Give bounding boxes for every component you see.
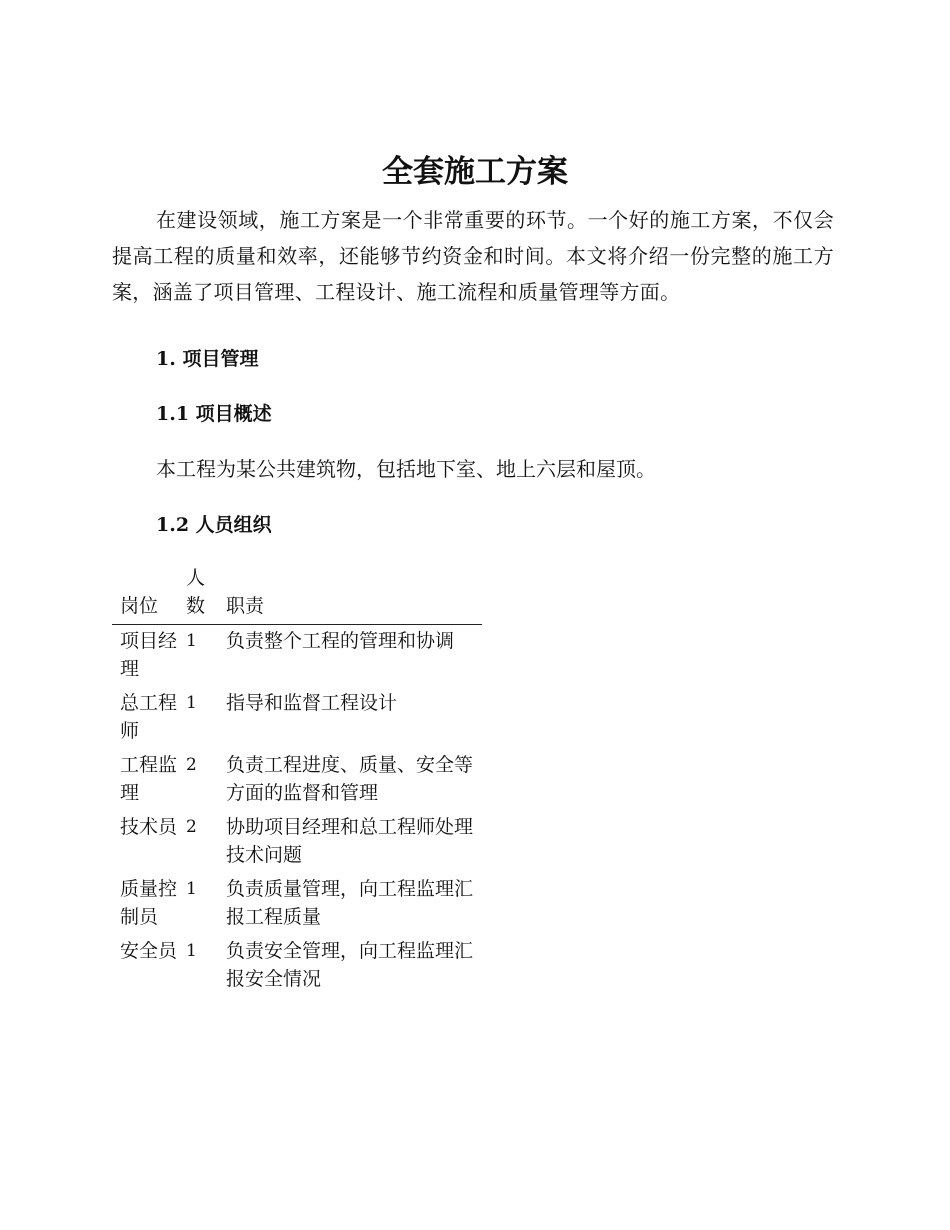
cell-count: 1 <box>186 941 197 961</box>
intro-paragraph: 在建设领域，施工方案是一个非常重要的环节。一个好的施工方案，不仅会提高工程的质量和效率，还能够节约资金和时间。本文将介绍一份完整的施工方案，涵盖了项目管理、工程设计、施工流程和质量管理等方面。 <box>112 208 834 304</box>
table-header-row <box>112 564 482 625</box>
staff-table <box>112 564 482 997</box>
table-row <box>112 873 482 935</box>
table-row <box>112 687 482 749</box>
subsection-heading-overview: 1.1 项目概述 <box>156 403 272 425</box>
cell-position: 技术员 <box>120 816 178 838</box>
cell-duty: 负责工程进度、质量、安全等方面的监督和管理 <box>226 754 474 804</box>
cell-count: 1 <box>186 693 197 713</box>
cell-duty: 负责整个工程的管理和协调 <box>226 630 455 652</box>
table-row <box>112 811 482 873</box>
cell-count: 2 <box>186 755 197 775</box>
table-row <box>112 625 482 688</box>
subsection-heading-staff: 1.2 人员组织 <box>156 514 272 536</box>
header-duty: 职责 <box>218 564 482 625</box>
cell-duty: 负责安全管理，向工程监理汇报安全情况 <box>226 940 474 990</box>
cell-position: 安全员 <box>120 940 178 962</box>
cell-position: 总工程师 <box>120 692 178 742</box>
cell-position: 工程监理 <box>120 754 178 804</box>
overview-paragraph: 本工程为某公共建筑物，包括地下室、地上六层和屋顶。 <box>156 457 656 481</box>
cell-duty: 指导和监督工程设计 <box>226 692 398 714</box>
cell-position: 项目经理 <box>120 630 178 680</box>
document-title: 全套施工方案 <box>382 154 568 190</box>
cell-duty: 负责质量管理，向工程监理汇报工程质量 <box>226 878 474 928</box>
header-position: 岗位 <box>112 564 178 625</box>
header-count: 人数 <box>178 564 218 625</box>
table-row <box>112 935 482 997</box>
cell-duty: 协助项目经理和总工程师处理技术问题 <box>226 816 474 866</box>
cell-position: 质量控制员 <box>120 878 178 928</box>
cell-count: 1 <box>186 879 197 899</box>
cell-count: 1 <box>186 631 197 651</box>
table-row <box>112 749 482 811</box>
cell-count: 2 <box>186 817 197 837</box>
section-heading-project-management: 1. 项目管理 <box>156 348 259 370</box>
